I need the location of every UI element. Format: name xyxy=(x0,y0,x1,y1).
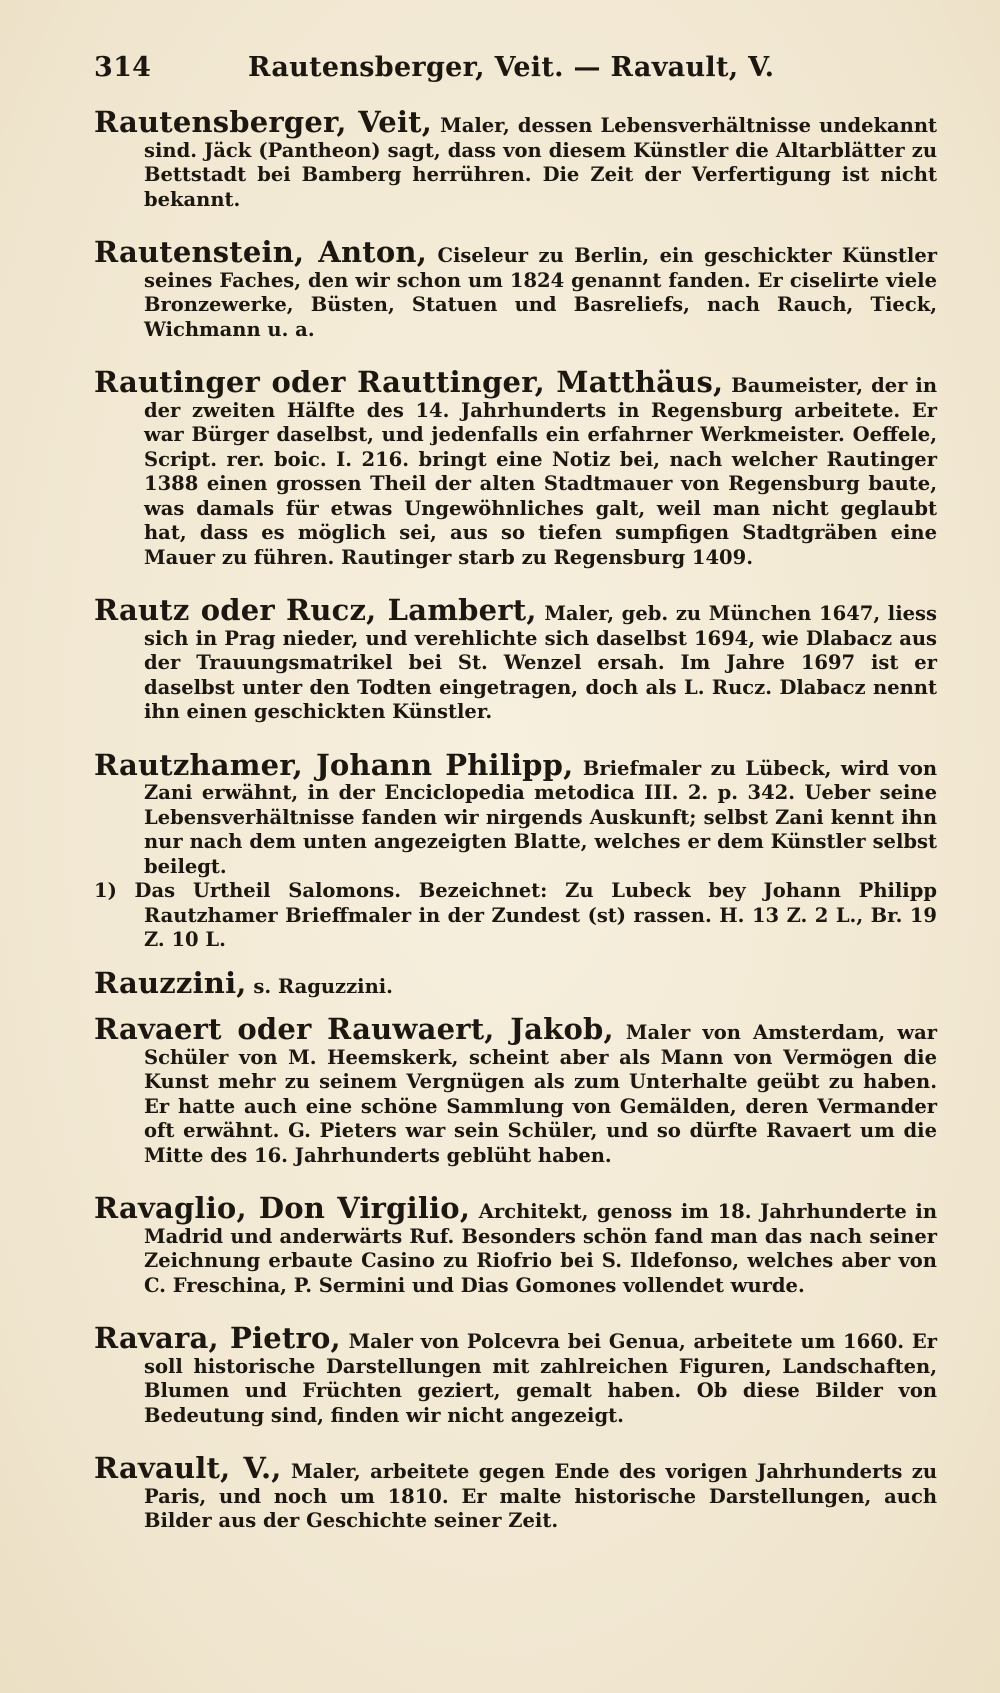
entry-text: Maler von Amsterdam, war Schüler von M. Heemskerk, scheint aber als Mann von Vermögen die Kunst mehr zu seinem Vergnügen als zum Unterhalte geübt zu haben. Er hatte auch eine schöne Sammlung von Gemälden, deren Vermander oft erwähnt. G. Pieters war sein Schüler, und so dürfte Ravaert um die Mitte des 16. Jahrhunderts geblüht haben. xyxy=(144,1021,938,1167)
entry-rautensberger xyxy=(94,105,937,212)
running-head: Rautensberger, Veit. — Ravault, V. xyxy=(248,52,775,83)
entry-headword: Ravaert oder Rauwaert, Jakob, xyxy=(94,1012,614,1046)
entry-headword: Rauzzini, xyxy=(94,965,247,1000)
page-header xyxy=(94,52,914,92)
entry-text: Maler, geb. zu München 1647, liess sich in Prag nieder, und verehlichte sich daselbst 1694, wie Dlabacz aus der Trauungsmatrikel bei St. Wenzel ersah. Im Jahre 1697 ist er daselbst unter den Todten eingetragen, doch als L. Rucz. Dlabacz nennt ihn einen geschickten Künstler. xyxy=(144,602,937,723)
entry-rautenstein xyxy=(94,235,938,342)
entry-text: Briefmaler zu Lübeck, wird von Zani erwähnt, in der Enciclopedia metodica III. 2. p. 342. Ueber seine Lebensverhältnisse fanden wir nirgends Auskunft; selbst Zani kennt ihn nur nach dem unten angezeigten Blatte, welches er dem Künstler selbst beilegt. xyxy=(144,756,937,878)
entry-text: Maler, arbeitete gegen Ende des vorigen Jahrhunderts zu Paris, und noch um 1810. Er malte historische Darstellungen, auch Bilder aus der Geschichte seiner Zeit. xyxy=(144,1460,937,1532)
entry-headword: Ravaglio, Don Virgilio, xyxy=(94,1191,471,1225)
entry-rautz xyxy=(94,593,937,725)
entry-ravaglio xyxy=(94,1191,937,1298)
entry-headword: Ravault, V., xyxy=(94,1451,282,1485)
entry-rautzhamer xyxy=(94,747,937,953)
entry-headword: Rautensberger, Veit, xyxy=(94,105,433,139)
entry-list xyxy=(94,105,938,1562)
entry-text: Architekt, genoss im 18. Jahrhunderte in Madrid und anderwärts Ruf. Besonders schön fand man das nach seiner Zeichnung erbaute Casino zu Riofrio bei S. Ildefonso, welches aber von C. Freschina, P. Sermini und Dias Gomones vollendet wurde. xyxy=(144,1200,937,1297)
entry-rauzzini xyxy=(94,965,937,1000)
entry-text: Ciseleur zu Berlin, ein geschickter Künstler seines Faches, den wir schon um 1824 genannt fanden. Er ciselirte viele Bronzewerke, Büsten, Statuen und Basreliefs, nach Rauch, Tieck, Wichmann u. a. xyxy=(144,244,938,341)
entry-ravara xyxy=(94,1321,937,1428)
entry-rautinger xyxy=(94,365,937,570)
page-number: 314 xyxy=(94,52,152,83)
entry-headword: Rautenstein, Anton, xyxy=(94,235,428,269)
entry-headword: Ravara, Pietro, xyxy=(94,1321,341,1355)
entry-ravault xyxy=(94,1451,937,1534)
entry-ravaert xyxy=(94,1012,938,1168)
entry-headword: Rautinger oder Rauttinger, Matthäus, xyxy=(94,365,724,399)
entry-headword: Rautz oder Rucz, Lambert, xyxy=(94,593,537,627)
entry-text: Baumeister, der in der zweiten Hälfte des 14. Jahrhunderts in Regensburg arbeitete. Er war Bürger daselbst, und jedenfalls ein erfahrner Werkmeister. Oeffele, Script. rer. boic. I. 216. bringt eine Notiz bei, nach welcher Rautinger 1388 einen grossen Theil der alten Stadtmauer von Regensburg baute, was damals für etwas Ungewöhnliches galt, weil man nicht geglaubt hat, dass es möglich sei, aus so tiefen sumpfigen Stadtgräben eine Mauer zu führen. Rautinger starb zu Regensburg 1409. xyxy=(144,374,937,569)
entry-work-item: 1) Das Urtheil Salomons. Bezeichnet: Zu Lubeck bey Johann Philipp Rautzhamer Brieffmaler in der Zundest (st) rassen. H. 13 Z. 2 L., Br. 19 Z. 10 L. xyxy=(94,879,937,951)
entry-text: Maler von Polcevra bei Genua, arbeitete um 1660. Er soll historische Darstellungen mit zahlreichen Figuren, Landschaften, Blumen und Früchten geziert, gemalt haben. Ob diese Bilder von Bedeutung sind, finden wir nicht angezeigt. xyxy=(144,1330,937,1427)
entry-headword: Rautzhamer, Johann Philipp, xyxy=(94,747,574,782)
entry-text: Maler, dessen Lebensverhältnisse undekannt sind. Jäck (Pantheon) sagt, dass von diesem Künstler die Altarblätter zu Bettstadt bei Bamberg herrühren. Die Zeit der Verfertigung ist nicht bekannt. xyxy=(144,114,937,211)
entry-text: s. Raguzzini. xyxy=(246,974,393,998)
